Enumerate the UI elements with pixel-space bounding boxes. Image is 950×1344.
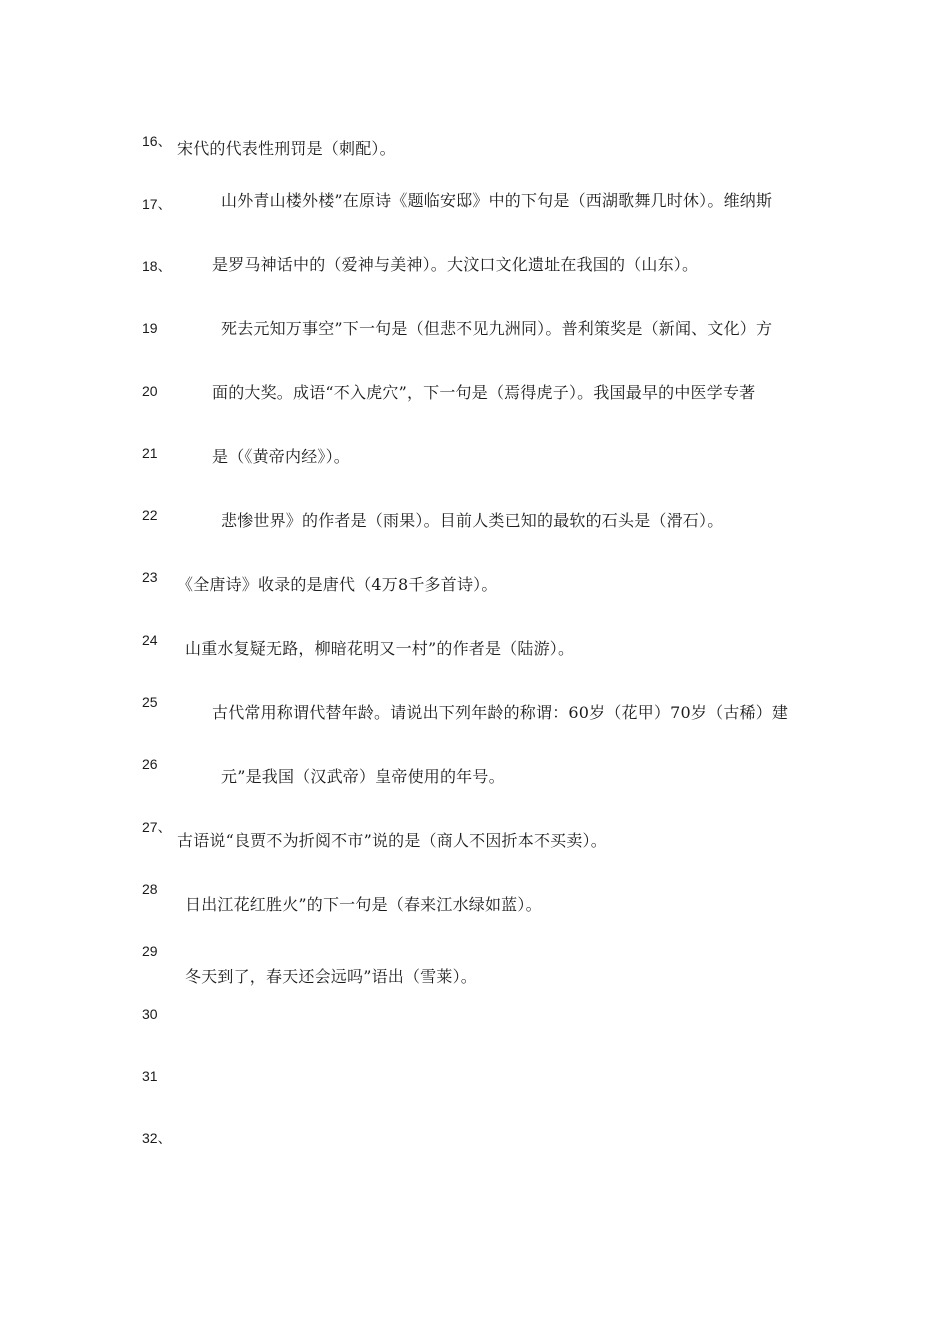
item-text-26: 元”是我国（汉武帝）皇帝使用的年号。 [221,767,505,786]
item-text-27: 古语说“良贾不为折阅不市”说的是（商人不因折本不买卖）。 [177,831,607,850]
item-text-28: 日出江花红胜火”的下一句是（春来江水绿如蓝）。 [185,895,542,914]
item-text-16: 宋代的代表性刑罚是（刺配）。 [177,139,396,158]
item-number-31: 31 [142,1068,158,1084]
item-number-32: 32、 [142,1130,172,1146]
item-number-18: 18、 [142,258,172,274]
item-number-28: 28 [142,881,158,897]
item-number-21: 21 [142,445,158,461]
item-number-17: 17、 [142,196,172,212]
item-number-29: 29 [142,943,158,959]
item-text-21: 是（《黄帝内经》）。 [212,447,351,466]
item-number-16: 16、 [142,133,172,149]
item-text-17: 山外青山楼外楼”在原诗《题临安邸》中的下句是（西湖歌舞几时休）。维纳斯 [221,191,773,210]
item-number-20: 20 [142,383,158,399]
item-text-19: 死去元知万事空”下一句是（但悲不见九洲同）。普利策奖是（新闻、文化）方 [221,319,773,338]
item-number-19: 19 [142,320,158,336]
item-text-29: 冬天到了，春天还会远吗”语出（雪莱）。 [185,967,477,986]
item-text-22: 悲惨世界》的作者是（雨果）。目前人类已知的最软的石头是（滑石）。 [221,511,724,530]
item-number-30: 30 [142,1006,158,1022]
item-text-20: 面的大奖。成语“不入虎穴”，下一句是（焉得虎子）。我国最早的中医学专著 [212,383,756,402]
item-text-25: 古代常用称谓代替年龄。请说出下列年龄的称谓：60岁（花甲）70岁（古稀）建 [212,703,789,722]
item-number-25: 25 [142,694,158,710]
item-number-26: 26 [142,756,158,772]
item-number-24: 24 [142,632,158,648]
item-number-27: 27、 [142,819,172,835]
item-number-22: 22 [142,507,158,523]
item-text-18: 是罗马神话中的（爱神与美神）。大汶口文化遗址在我国的（山东）。 [212,255,699,274]
item-number-23: 23 [142,569,158,585]
item-text-23: 《全唐诗》收录的是唐代（4万8千多首诗）。 [177,575,498,594]
item-text-24: 山重水复疑无路，柳暗花明又一村”的作者是（陆游）。 [185,639,575,658]
